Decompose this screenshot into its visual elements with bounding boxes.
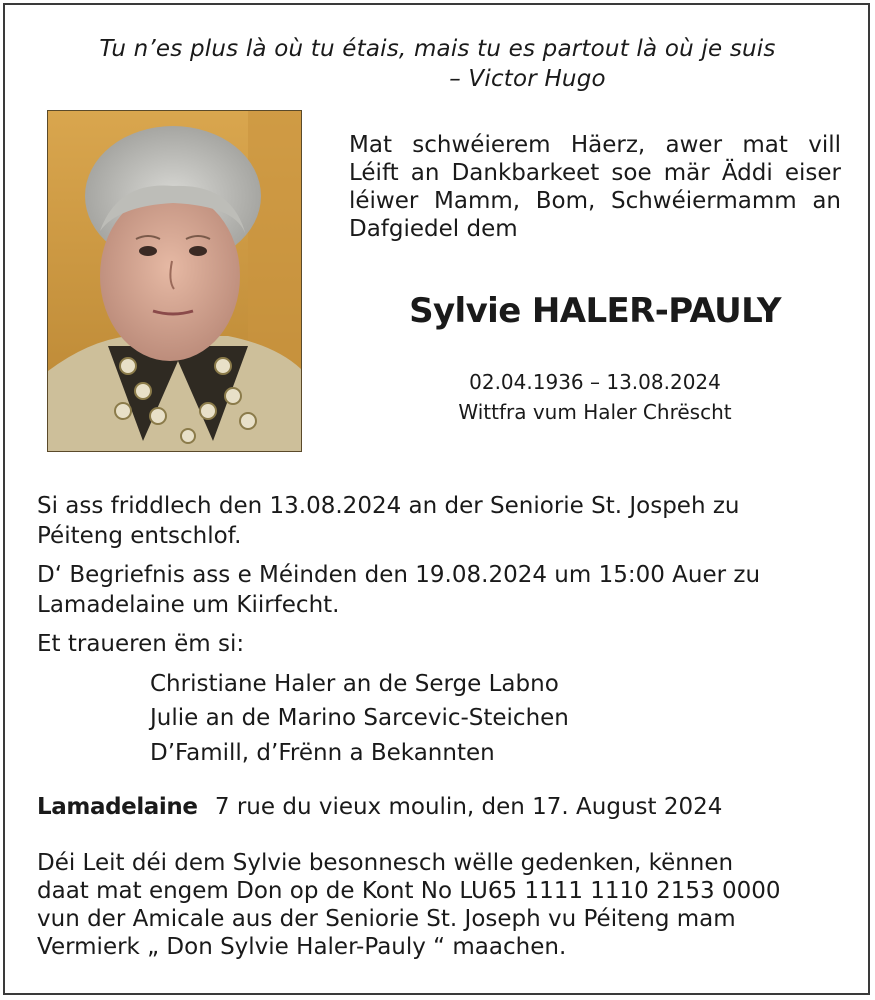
intro-line: Léift an Dankbarkeet soe mär Äddi eiser — [349, 160, 841, 186]
donation-line: vun der Amicale aus der Seniorie St. Joseph vu Péiteng mam — [37, 906, 736, 932]
donation-line: Déi Leit déi dem Sylvie besonnesch wëlle gedenken, kënnen — [37, 850, 734, 876]
mourner-line: Christiane Haler an de Serge Labno — [150, 671, 559, 697]
portrait-photo — [47, 110, 302, 452]
passing-paragraph: Si ass friddlech den 13.08.2024 an der Seniorie St. Jospeh zu Péiteng entschlof. — [37, 493, 740, 549]
intro-line: léiwer Mamm, Bom, Schwéiermamm an — [349, 188, 841, 214]
quote-author: – Victor Hugo — [449, 66, 606, 92]
donation-line: Vermierk „ Don Sylvie Haler-Pauly “ maachen. — [37, 934, 567, 960]
mourner-line: Julie an de Marino Sarcevic-Steichen — [150, 705, 569, 731]
mourner-line: D’Famill, d’Frënn a Bekannten — [150, 740, 495, 766]
quote-text: Tu n’es plus là où tu étais, mais tu es partout là où je suis — [99, 36, 776, 62]
funeral-paragraph: D‘ Begriefnis ass e Méinden den 19.08.2024 um 15:00 Auer zu Lamadelaine um Kiirfecht. — [37, 562, 761, 618]
donation-notice — [37, 849, 837, 961]
deceased-name: Sylvie HALER-PAULY — [409, 291, 781, 331]
mourners-intro: Et traueren ëm si: — [37, 631, 245, 657]
place-and-date — [37, 794, 722, 820]
donation-line: daat mat engem Don op de Kont No LU65 1111 1110 2153 0000 — [37, 878, 781, 904]
widow-of: Wittfra vum Haler Chrëscht — [458, 400, 732, 424]
life-dates: 02.04.1936 – 13.08.2024 — [469, 370, 721, 394]
intro-line: Mat schwéierem Häerz, awer mat vill — [349, 132, 841, 158]
intro-text — [349, 131, 841, 243]
address-date: 7 rue du vieux moulin, den 17. August 2024 — [214, 794, 723, 820]
intro-line: Dafgiedel dem — [349, 216, 518, 242]
town-name: Lamadelaine — [37, 794, 198, 820]
